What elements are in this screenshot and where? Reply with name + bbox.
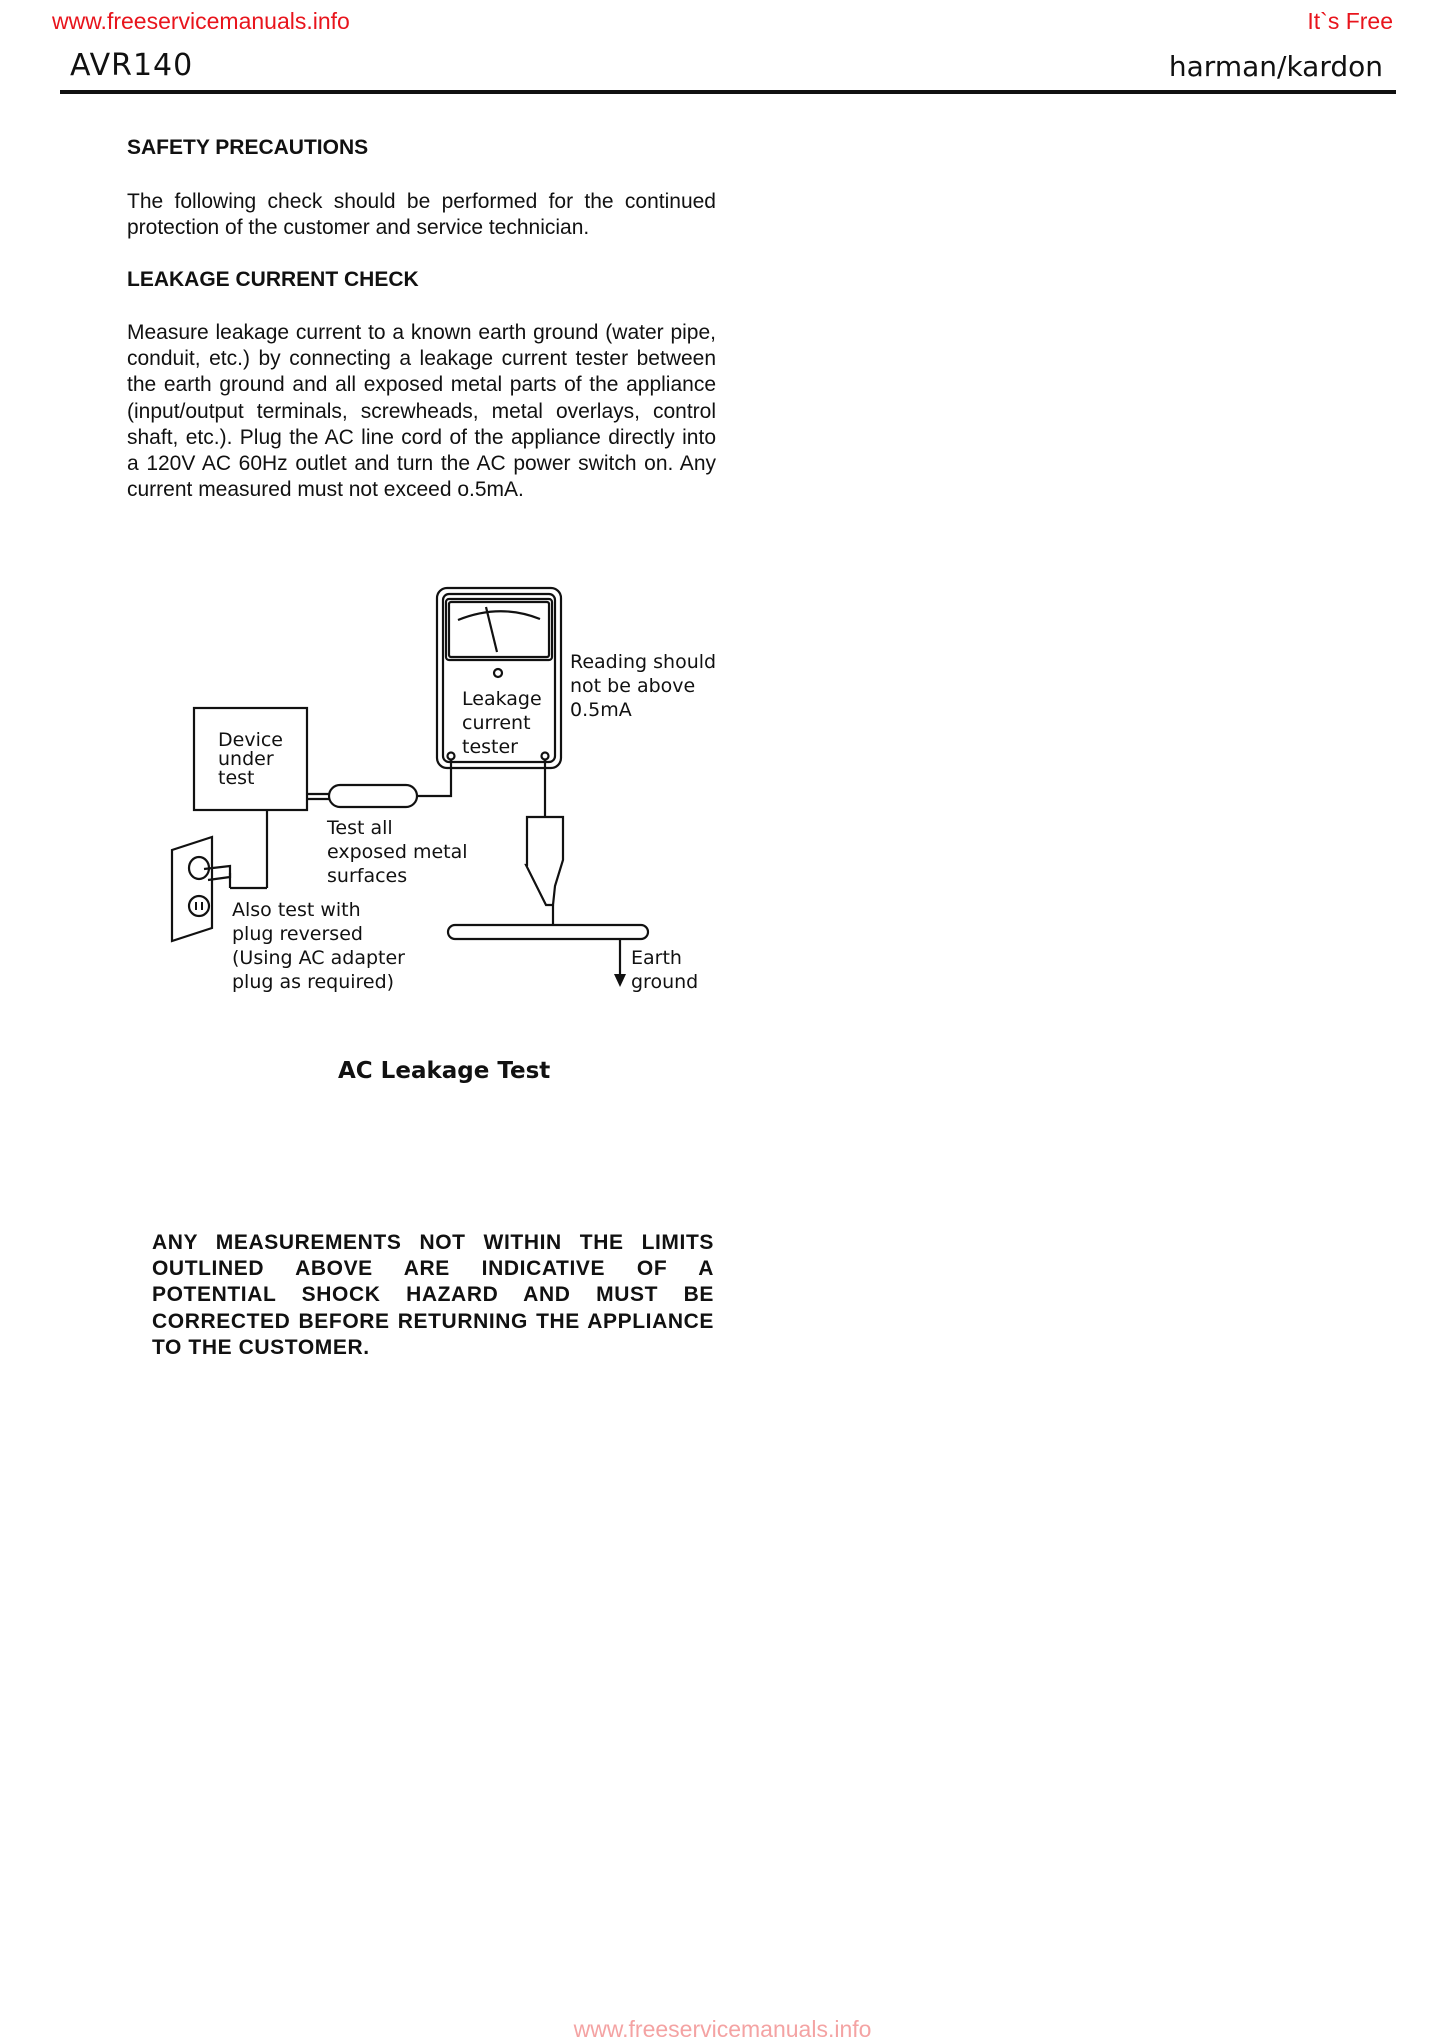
leakage-text-block <box>127 320 716 503</box>
reading-label-line-1: Reading should <box>570 651 717 673</box>
device-label-line-1: Device <box>218 729 283 751</box>
probe <box>329 785 417 807</box>
safety-section <box>127 136 716 160</box>
tester-label-line-2: current <box>462 712 531 734</box>
meter-needle <box>486 607 497 652</box>
its-free-link[interactable]: It`s Free <box>1307 8 1393 34</box>
safety-text: The following check should be performed for the continued protection of the customer and service technician. <box>127 190 716 240</box>
header-rule <box>60 90 1396 94</box>
device-label-line-2: under <box>218 748 274 770</box>
test-all-label-line-1: Test all <box>327 817 393 839</box>
site-link-top-left[interactable]: www.freeservicemanuals.info <box>52 8 350 34</box>
diagram-caption: AC Leakage Test <box>338 1058 551 1084</box>
also-test-label-line-2: plug reversed <box>232 923 363 945</box>
tester-terminal-left <box>448 753 455 760</box>
also-test-label-line-1: Also test with <box>232 899 361 921</box>
earth-probe <box>526 817 563 905</box>
brand-name: harman/kardon <box>1168 50 1383 83</box>
earth-bar <box>448 925 648 939</box>
earth-label-line-1: Earth <box>631 947 682 969</box>
reading-label-line-2: not be above <box>570 675 696 697</box>
earth-arrow <box>614 974 626 987</box>
meter-knob <box>494 669 502 677</box>
ac-leakage-diagram <box>160 575 720 1095</box>
meter-scale <box>458 611 540 620</box>
test-all-label-line-3: surfaces <box>327 865 408 887</box>
tester-label-line-3: tester <box>462 736 518 758</box>
leakage-heading: LEAKAGE CURRENT CHECK <box>127 268 419 291</box>
tester-terminal-right <box>542 753 549 760</box>
also-test-label-line-4: plug as required) <box>232 971 395 993</box>
tester-label-line-1: Leakage <box>462 688 542 710</box>
reading-label-line-3: 0.5mA <box>570 699 632 721</box>
model-name: AVR140 <box>70 48 194 83</box>
wall-outlet <box>172 837 212 941</box>
test-all-label-line-2: exposed metal <box>327 841 468 863</box>
leakage-section <box>127 268 716 292</box>
safety-text-block <box>127 189 716 241</box>
device-label-line-3: test <box>218 767 255 789</box>
warning-text: ANY MEASUREMENTS NOT WITHIN THE LIMITS OUTLINED ABOVE ARE INDICATIVE OF A POTENTIAL SHOCK HAZARD AND MUST BE CORRECTED BEFORE RETURNING THE APPLIANCE TO THE CUSTOMER. <box>152 1231 714 1359</box>
site-link-footer[interactable]: www.freeservicemanuals.info <box>573 2016 872 2042</box>
safety-heading: SAFETY PRECAUTIONS <box>127 136 369 159</box>
earth-label-line-2: ground <box>631 971 699 993</box>
leakage-text: Measure leakage current to a known earth ground (water pipe, conduit, etc.) by connecting a leakage current tester between the earth ground and all exposed metal parts of the appliance (input/output terminals, screwheads, metal overlays, control shaft, etc.). Plug the AC line cord of the appliance directly into a 120V AC 60Hz outlet and turn the AC power switch on. Any current measured must not exceed o.5mA. <box>127 321 716 502</box>
also-test-label-line-3: (Using AC adapter <box>232 947 405 969</box>
meter-window <box>446 599 552 660</box>
